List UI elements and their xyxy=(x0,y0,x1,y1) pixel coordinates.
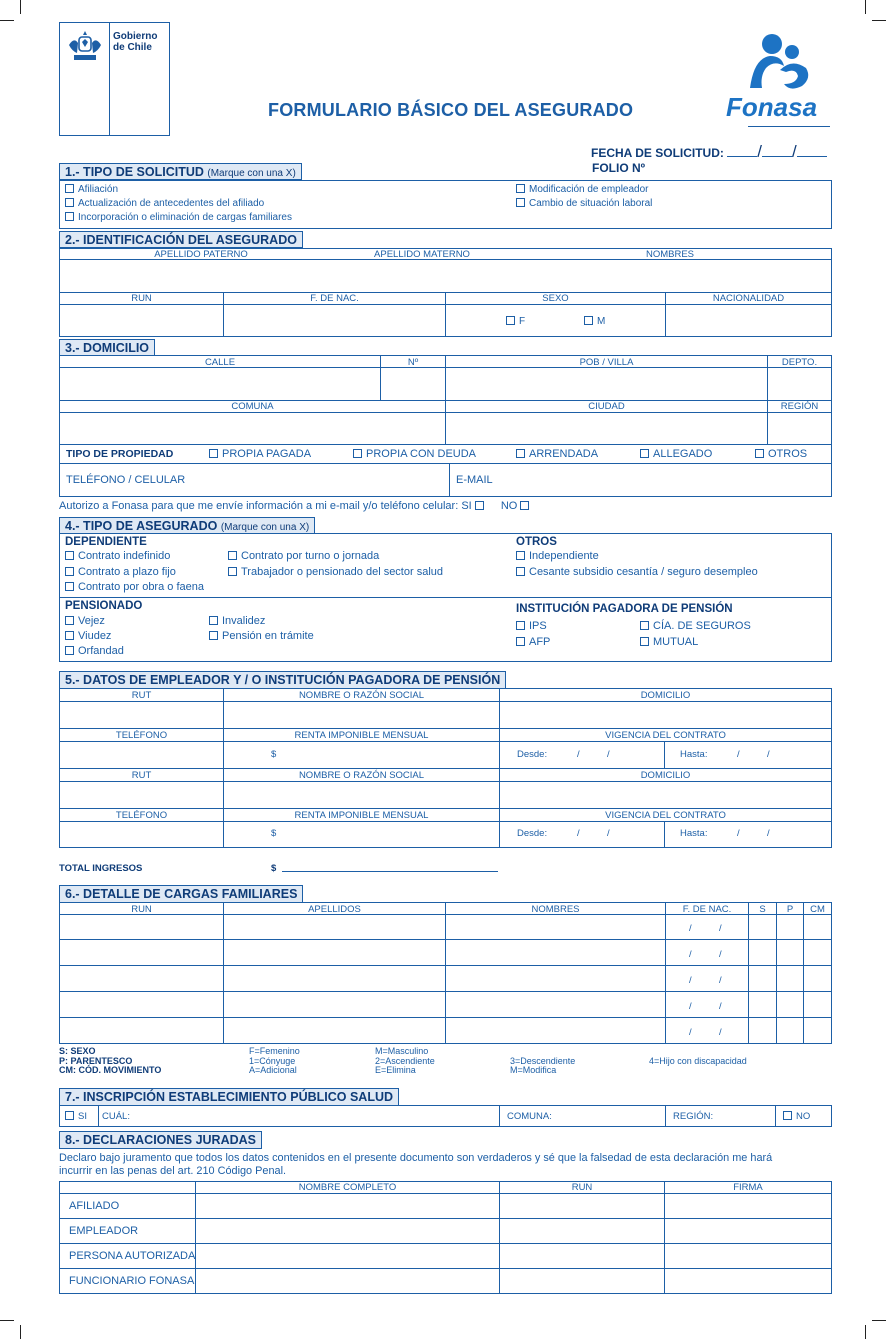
gobierno-line1: Gobierno xyxy=(113,31,158,42)
s3-autorizo-text: Autorizo a Fonasa para que me envíe información a mi e-mail y/o teléfono celular: xyxy=(59,500,459,512)
s6-table-row[interactable] xyxy=(60,992,831,1017)
s5-telefono-input-1[interactable] xyxy=(60,742,223,768)
s5-total-input[interactable] xyxy=(282,871,498,872)
s5-nombre-input-1[interactable] xyxy=(224,702,499,728)
s4-pen-tramite[interactable]: Pensión en trámite xyxy=(209,630,314,642)
section-6-title: 6.- DETALLE DE CARGAS FAMILIARES xyxy=(59,885,303,903)
s6-run-header: RUN xyxy=(131,904,152,915)
s5-desde-slash-2a: / xyxy=(577,828,580,839)
s6-table-row[interactable] xyxy=(60,1018,831,1043)
fecha-slash-2: / xyxy=(791,142,797,161)
s6-table-row[interactable] xyxy=(60,966,831,991)
s2-fnac-label: F. DE NAC. xyxy=(310,293,359,304)
s3-calle-label: CALLE xyxy=(204,357,236,368)
s3-pob-label: POB / VILLA xyxy=(579,357,634,368)
s3-autorizo-si-label: SI xyxy=(461,500,472,512)
s1-opt-incorporacion[interactable]: Incorporación o eliminación de cargas familiares xyxy=(65,212,292,223)
s6-legend-femenino: F=Femenino xyxy=(249,1046,300,1056)
s6-slash: / xyxy=(689,1027,692,1038)
s6-legend xyxy=(59,1047,832,1077)
s1-opt-modificacion[interactable]: Modificación de empleador xyxy=(516,184,649,195)
s6-legend-conyuge: 1=Cónyuge xyxy=(249,1055,296,1066)
s5-nombre-input-2[interactable] xyxy=(224,782,499,808)
s4-pen-invalidez[interactable]: Invalidez xyxy=(209,615,265,627)
s1-title-text: 1.- TIPO DE SOLICITUD xyxy=(65,165,204,179)
folio-label[interactable]: FOLIO Nº xyxy=(592,161,646,175)
s6-table-row[interactable] xyxy=(60,915,831,939)
s3-ciudad-input[interactable] xyxy=(446,413,767,444)
coat-of-arms-icon xyxy=(66,29,104,63)
s7-si-checkbox[interactable]: SI xyxy=(65,1111,87,1122)
s5-hasta-slash-2b: / xyxy=(767,828,770,839)
s3-autorizo-no-label: NO xyxy=(500,500,518,512)
s3-depto-input[interactable] xyxy=(768,368,831,400)
s6-cm-header: CM xyxy=(810,904,825,915)
s6-legend-masculino: M=Masculino xyxy=(375,1046,429,1056)
s2-sexo-label: SEXO xyxy=(542,293,569,304)
s8-row-empleador: EMPLEADOR xyxy=(69,1225,139,1237)
s4-otros-independiente[interactable]: Independiente xyxy=(516,550,599,562)
s3-numero-label: Nº xyxy=(407,357,419,368)
s6-fnac-header: F. DE NAC. xyxy=(682,904,732,915)
s5-hasta-label-2[interactable]: Hasta: xyxy=(680,828,708,839)
s2-fnac-input[interactable] xyxy=(224,305,445,336)
s5-renta-label-2: RENTA IMPONIBLE MENSUAL xyxy=(294,810,429,821)
s4-inst-afp[interactable]: AFP xyxy=(516,636,550,648)
s6-apellidos-header: APELLIDOS xyxy=(308,904,361,915)
s8-row-persona-autorizada: PERSONA AUTORIZADA xyxy=(69,1250,196,1262)
s2-run-label: RUN xyxy=(131,293,152,304)
s3-autorizo-si-checkbox[interactable] xyxy=(475,501,484,510)
s2-apellido-paterno-label: APELLIDO PATERNO xyxy=(154,249,248,260)
s8-row-afiliado: AFILIADO xyxy=(69,1200,120,1212)
s6-legend-modifica: M=Modifica xyxy=(510,1065,557,1075)
s5-rut-label-2: RUT xyxy=(131,770,152,781)
fonasa-brand: Fonasa xyxy=(726,92,818,122)
s5-desde-slash-2b: / xyxy=(607,828,610,839)
s5-renta-label-1: RENTA IMPONIBLE MENSUAL xyxy=(294,730,429,741)
gobierno-logo-box xyxy=(59,22,170,136)
s5-domicilio-input-2[interactable] xyxy=(500,782,831,808)
section-3-title: 3.- DOMICILIO xyxy=(59,339,155,356)
section-5-title: 5.- DATOS DE EMPLEADOR Y / O INSTITUCIÓN PAGADORA DE PENSIÓN xyxy=(59,671,506,689)
s3-calle-input[interactable] xyxy=(60,368,380,400)
s5-telefono-label-2: TELÉFONO xyxy=(115,810,168,821)
s4-inst-mutual[interactable]: MUTUAL xyxy=(640,636,698,648)
s4-otros-heading: OTROS xyxy=(516,536,557,548)
s5-renta-dollar-1[interactable]: $ xyxy=(271,749,277,760)
s3-prop-allegado[interactable]: ALLEGADO xyxy=(640,448,712,460)
s6-legend-sexo: S: SEXO xyxy=(59,1046,96,1056)
s8-firma-header: FIRMA xyxy=(733,1182,763,1193)
fecha-slash-1: / xyxy=(757,142,762,161)
s5-hasta-label-1[interactable]: Hasta: xyxy=(680,749,708,760)
section-2-title: 2.- IDENTIFICACIÓN DEL ASEGURADO xyxy=(59,231,303,248)
s3-prop-propia-pagada[interactable]: PROPIA PAGADA xyxy=(209,448,311,460)
s5-hasta-slash-1b: / xyxy=(767,749,770,760)
s2-nacionalidad-label: NACIONALIDAD xyxy=(712,293,785,304)
fonasa-logo-icon xyxy=(740,30,820,94)
s8-signature-area[interactable] xyxy=(196,1194,831,1293)
s5-telefono-label-1: TELÉFONO xyxy=(115,730,168,741)
s6-slash: / xyxy=(689,949,692,960)
s5-desde-label-2[interactable]: Desde: xyxy=(517,828,548,839)
s3-comuna-input[interactable] xyxy=(60,413,445,444)
section-7-title: 7.- INSCRIPCIÓN ESTABLECIMIENTO PÚBLICO SALUD xyxy=(59,1088,399,1106)
s2-nombre-input[interactable] xyxy=(60,260,831,292)
s7-no-checkbox[interactable]: NO xyxy=(783,1111,810,1122)
fecha-solicitud[interactable] xyxy=(591,142,827,162)
s6-legend-adicional: A=Adicional xyxy=(249,1065,297,1075)
gobierno-name xyxy=(113,31,157,53)
s6-slash: / xyxy=(719,1027,722,1038)
s3-autorizo xyxy=(59,500,533,512)
gobierno-line2: de Chile xyxy=(113,42,152,53)
s5-rut-input-2[interactable] xyxy=(60,782,223,808)
s3-email-label[interactable]: E-MAIL xyxy=(456,474,493,486)
s7-comuna-field[interactable]: COMUNA: xyxy=(507,1111,552,1122)
s8-declaration-line1: Declaro bajo juramento que todos los datos contenidos en el presente documento son verdaderos y sé que la falsedad de esta declaración me hará xyxy=(59,1152,773,1164)
s6-s-header: S xyxy=(759,904,766,915)
form-title: FORMULARIO BÁSICO DEL ASEGURADO xyxy=(268,100,634,120)
s3-autorizo-no-checkbox[interactable] xyxy=(520,501,529,510)
s5-telefono-input-2[interactable] xyxy=(60,822,223,847)
s4-pensionado-heading: PENSIONADO xyxy=(65,600,143,612)
s8-row-funcionario: FUNCIONARIO FONASA xyxy=(69,1275,195,1287)
s5-domicilio-input-1[interactable] xyxy=(500,702,831,728)
fecha-label: FECHA DE SOLICITUD: xyxy=(591,146,724,160)
s5-hasta-slash-2a: / xyxy=(737,828,740,839)
s3-comuna-label: COMUNA xyxy=(231,401,274,412)
s3-region-label: REGIÓN xyxy=(780,401,819,412)
s6-slash: / xyxy=(719,949,722,960)
s3-ciudad-label: CIUDAD xyxy=(588,401,625,412)
s6-slash: / xyxy=(719,923,722,934)
s1-opt-cambio[interactable]: Cambio de situación laboral xyxy=(516,198,652,209)
s5-nombre-label-2: NOMBRE O RAZÓN SOCIAL xyxy=(298,770,425,781)
s6-legend-elimina: E=Elimina xyxy=(375,1065,416,1075)
s4-inst-cia-seguros[interactable]: CÍA. DE SEGUROS xyxy=(640,620,751,632)
s2-apellido-materno-label: APELLIDO MATERNO xyxy=(374,249,470,260)
s5-desde-label-1[interactable]: Desde: xyxy=(517,749,548,760)
s3-numero-input[interactable] xyxy=(381,368,445,400)
s6-nombres-header: NOMBRES xyxy=(531,904,580,915)
s5-rut-label-1: RUT xyxy=(131,690,152,701)
s5-vigencia-label-2: VIGENCIA DEL CONTRATO xyxy=(605,810,726,821)
s4-dep-indefinido[interactable]: Contrato indefinido xyxy=(65,550,170,562)
s3-telefono-label[interactable]: TELÉFONO / CELULAR xyxy=(66,474,186,486)
s6-legend-hijo: 4=Hijo con discapacidad xyxy=(649,1055,747,1066)
s5-renta-dollar-2[interactable]: $ xyxy=(271,828,277,839)
s5-domicilio-label-1: DOMICILIO xyxy=(640,690,691,701)
s4-pen-viudez[interactable]: Viudez xyxy=(65,630,111,642)
s5-nombre-label-1: NOMBRE O RAZÓN SOCIAL xyxy=(298,690,425,701)
section-8-title: 8.- DECLARACIONES JURADAS xyxy=(59,1131,262,1149)
s5-hasta-slash-1a: / xyxy=(737,749,740,760)
s2-sexo-m[interactable]: M xyxy=(584,316,605,327)
s3-tipo-propiedad-label: TIPO DE PROPIEDAD xyxy=(66,448,174,460)
s2-sexo-f[interactable]: F xyxy=(506,316,525,327)
s6-p-header: P xyxy=(786,904,794,915)
s6-slash: / xyxy=(719,975,722,986)
s3-region-input[interactable] xyxy=(768,413,831,444)
s1-opt-actualizacion[interactable]: Actualización de antecedentes del afiliado xyxy=(65,198,264,209)
s6-legend-ascendiente: 2=Ascendiente xyxy=(375,1055,435,1066)
s5-desde-slash-1b: / xyxy=(607,749,610,760)
s6-slash: / xyxy=(689,975,692,986)
s8-nombre-header: NOMBRE COMPLETO xyxy=(298,1182,397,1193)
s3-pob-input[interactable] xyxy=(446,368,767,400)
s7-region-field[interactable]: REGIÓN: xyxy=(673,1111,714,1122)
s4-inst-ips[interactable]: IPS xyxy=(516,620,547,632)
s2-nacionalidad-input[interactable] xyxy=(666,305,831,336)
s6-table-row[interactable] xyxy=(60,940,831,965)
s6-slash: / xyxy=(689,923,692,934)
s6-legend-movimiento: CM: CÓD. MOVIMIENTO xyxy=(59,1065,162,1075)
s2-nombres-label: NOMBRES xyxy=(645,249,695,260)
s8-declaration-line2: incurrir en las penas del art. 210 Código Penal. xyxy=(59,1165,287,1177)
s4-dep-obra-faena[interactable]: Contrato por obra o faena xyxy=(65,581,204,593)
s5-rut-input-1[interactable] xyxy=(60,702,223,728)
s3-prop-arrendada[interactable]: ARRENDADA xyxy=(516,448,598,460)
s4-pen-orfandad[interactable]: Orfandad xyxy=(65,645,124,657)
s4-otros-cesante[interactable]: Cesante subsidio cesantía / seguro desempleo xyxy=(516,566,758,578)
s4-institucion-heading: INSTITUCIÓN PAGADORA DE PENSIÓN xyxy=(516,603,733,615)
s6-slash: / xyxy=(689,1001,692,1012)
s4-dep-sector-salud[interactable]: Trabajador o pensionado del sector salud xyxy=(228,566,443,578)
s4-dependiente-heading: DEPENDIENTE xyxy=(65,536,147,548)
s1-hint: (Marque con una X) xyxy=(207,168,296,179)
s4-title-text: 4.- TIPO DE ASEGURADO xyxy=(65,519,218,533)
s6-legend-descendiente: 3=Descendiente xyxy=(510,1055,576,1066)
section-7-box xyxy=(59,1105,832,1127)
s4-pen-vejez[interactable]: Vejez xyxy=(65,615,105,627)
s3-prop-otros[interactable]: OTROS xyxy=(755,448,807,460)
s5-desde-slash-1a: / xyxy=(577,749,580,760)
s4-dep-plazo-fijo[interactable]: Contrato a plazo fijo xyxy=(65,566,176,578)
s4-hint: (Marque con una X) xyxy=(220,522,310,533)
s5-total-ingresos-label: TOTAL INGRESOS xyxy=(59,863,143,874)
s3-prop-propia-deuda[interactable]: PROPIA CON DEUDA xyxy=(353,448,476,460)
s2-run-input[interactable] xyxy=(60,305,223,336)
s5-domicilio-label-2: DOMICILIO xyxy=(640,770,691,781)
section-4-title xyxy=(59,517,315,534)
section-1-title xyxy=(59,163,302,180)
s5-vigencia-label-1: VIGENCIA DEL CONTRATO xyxy=(605,730,726,741)
s6-legend-parentesco: P: PARENTESCO xyxy=(59,1055,133,1066)
s4-dep-turno[interactable]: Contrato por turno o jornada xyxy=(228,550,379,562)
s6-slash: / xyxy=(719,1001,722,1012)
s3-depto-label: DEPTO. xyxy=(781,357,818,368)
s1-opt-afiliacion[interactable]: Afiliación xyxy=(65,184,118,195)
s7-cual-field[interactable]: CUÁL: xyxy=(102,1111,130,1122)
s5-total-dollar: $ xyxy=(271,863,277,874)
s8-run-header: RUN xyxy=(571,1182,593,1193)
